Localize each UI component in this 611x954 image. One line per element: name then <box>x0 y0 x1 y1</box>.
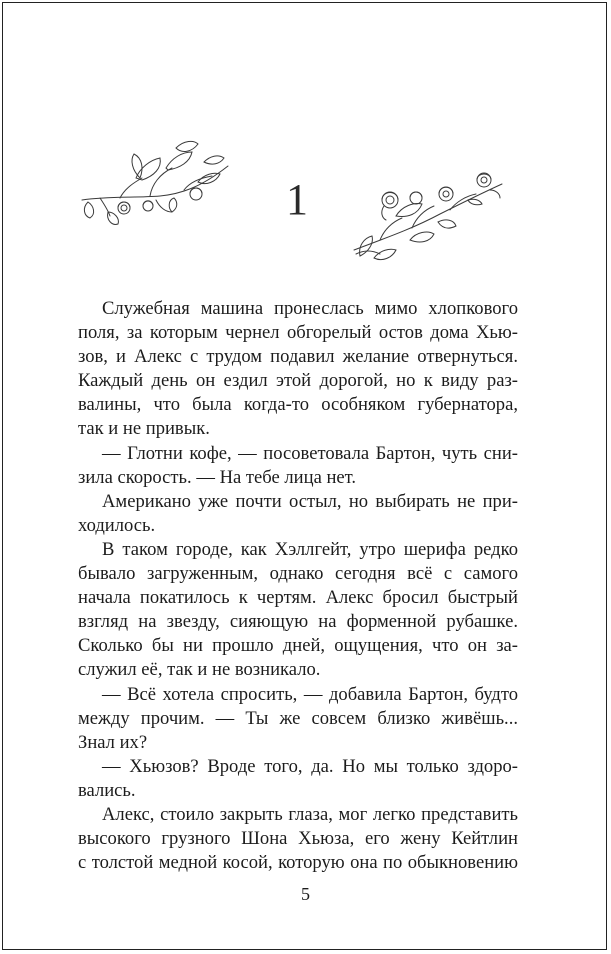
text-line: зов, и Алекс с трудом подавил желание отвернуться. <box>78 346 518 368</box>
text-line: зила скорость. — На тебе лица нет. <box>78 466 357 488</box>
text-line: Каждый день он ездил этой дорогой, но к виду раз- <box>78 370 518 392</box>
page-number: 5 <box>301 884 310 904</box>
text-line: вались. <box>78 779 136 801</box>
cotton-branch-icon <box>80 138 230 230</box>
text-line: высокого грузного Шона Хьюза, его жену Кейтлин <box>78 828 518 850</box>
text-line: между прочим. — Ты же совсем близко живёшь... <box>78 707 518 729</box>
cotton-branch-icon <box>350 170 505 262</box>
text-line: Алекс, стоило закрыть глаза, мог легко представить <box>102 803 518 825</box>
text-line: валины, что была когда-то особняком губернатора, <box>78 394 518 416</box>
text-line: Американо уже почти остыл, но выбирать не при- <box>102 490 518 512</box>
text-line: служил её, так и не возникало. <box>78 659 321 681</box>
text-line: начала покатилось к чертям. Алекс бросил быстрый <box>78 587 518 609</box>
text-line: Служебная машина пронеслась мимо хлопкового <box>102 298 518 319</box>
text-line: — Хьюзов? Вроде того, да. Но мы только здоро- <box>102 755 518 777</box>
chapter-number: 1 <box>286 175 308 224</box>
text-line: Знал их? <box>78 731 148 753</box>
text-line: взгляд на звезду, сияющую на форменной рубашке. <box>78 611 518 633</box>
text-line: Сколько бы ни прошло дней, ощущения, что он за- <box>78 635 518 657</box>
text-line: — Всё хотела спросить, — добавила Бартон, будто <box>102 683 518 705</box>
text-line: — Глотни кофе, — посоветовала Бартон, чуть сни- <box>102 442 518 464</box>
chapter-header <box>0 130 611 270</box>
text-line: В таком городе, как Хэллгейт, утро шерифа редко <box>102 538 518 560</box>
text-line: с толстой медной косой, которую она по обыкновению <box>78 852 518 874</box>
text-line: так и не привык. <box>78 418 210 440</box>
chapter-body-text <box>78 297 518 875</box>
text-line: бывало загруженным, однако сегодня всё с самого <box>78 563 518 585</box>
text-line: поля, за которым чернел обгорелый остов дома Хью- <box>78 322 518 344</box>
text-line: ходилось. <box>78 514 156 536</box>
